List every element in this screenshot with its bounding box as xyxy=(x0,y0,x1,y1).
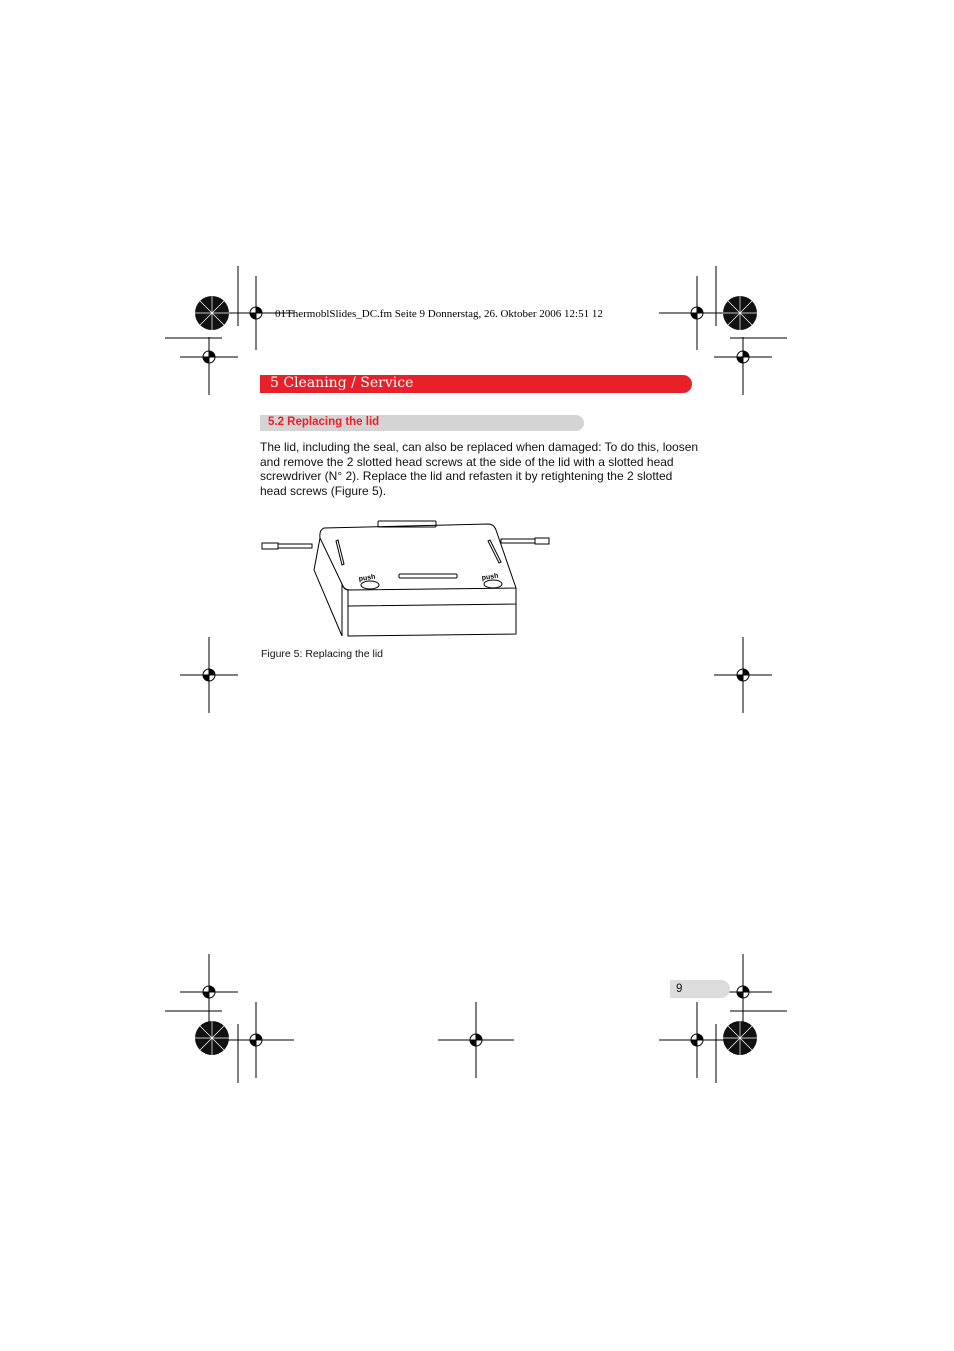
section-title: 5 Cleaning / Service xyxy=(270,375,414,391)
file-slug: 01ThermoblSlides_DC.fm Seite 9 Donnerstag, 26. Oktober 2006 12:51 12 xyxy=(275,308,603,320)
lid-replacement-illustration xyxy=(258,518,558,643)
figure-caption: Figure 5: Replacing the lid xyxy=(261,648,383,660)
box-drawing xyxy=(262,521,549,636)
push-label-right: push xyxy=(481,572,499,582)
page-number: 9 xyxy=(676,983,683,995)
body-paragraph: The lid, including the seal, can also be replaced when damaged: To do this, loosen and remove the 2 slotted head screws at the side of the lid with a slotted head screwdriver (N° 2). Replace the lid and refasten it by retightening the 2 slotted head screws (Figure 5). xyxy=(260,440,699,498)
subsection-title: 5.2 Replacing the lid xyxy=(268,416,380,428)
push-label-left: push xyxy=(358,573,376,583)
